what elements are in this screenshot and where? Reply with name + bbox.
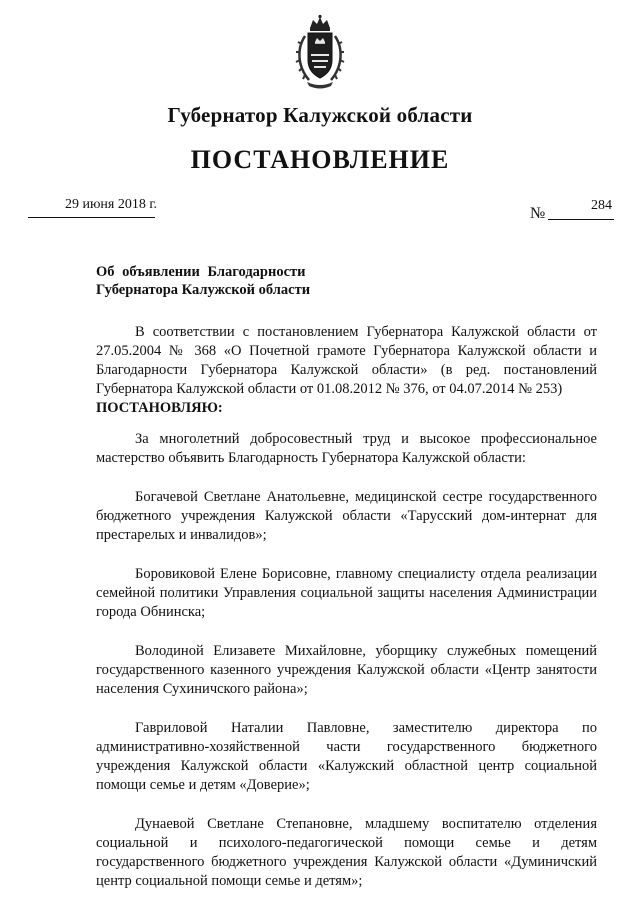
subject-line-2: Губернатора Калужской области [96, 282, 311, 298]
award-recipient-paragraph: Дунаевой Светлане Степановне, младшему воспитателю отделения социальной и психолого-педагогической помощи семье и детям государственного бюджетного учреждения Калужской области «Думиничский центр социальной помощи семье и детям»; [96, 816, 597, 889]
preamble-paragraph [96, 323, 597, 418]
award-recipient-paragraph: Богачевой Светлане Анатольевне, медицинской сестре государственного бюджетного учреждения Калужской области «Тарусский дом-интернат для престарелых и инвалидов»; [96, 489, 597, 543]
document-date: 29 июня 2018 г. [64, 197, 157, 212]
award-recipient-paragraph: Гавриловой Наталии Павловне, заместителю директора по административно-хозяйственной части государственного бюджетного учреждения Калужской области «Калужский областной центр социальной помощи семье и детям «Доверие»; [96, 720, 597, 793]
subject-line-1: Об объявлении Благодарности [96, 264, 306, 280]
award-recipient-paragraph: Володиной Елизавете Михайловне, уборщику служебных помещений государственного казенного учреждения Калужской области «Центр занятости населения Сухиничского района»; [96, 643, 597, 697]
coat-of-arms-icon [293, 14, 347, 90]
document-type-title: ПОСТАНОВЛЕНИЕ [190, 145, 450, 174]
document-number: 284 [591, 198, 612, 213]
decree-word: ПОСТАНОВЛЯЮ: [96, 400, 223, 416]
issuing-authority: Губернатор Калужской области [167, 103, 473, 127]
number-underline [548, 219, 614, 220]
number-sign: № [530, 205, 546, 222]
document-body [96, 323, 597, 911]
preamble-text: В соответствии с постановлением Губернатора Калужской области от 27.05.2004 № 368 «О Почетной грамоте Губернатора Калужской области и Благодарности Губернатора Калужской области» (в ред. постановлений Губернатора Калужской области от 01.08.2012 № 376, от 04.07.2014 № 253) [96, 324, 597, 397]
award-recipient-paragraph: Боровиковой Елене Борисовне, главному специалисту отдела реализации семейной политики Управления социальной защиты населения Администрации города Обнинска; [96, 566, 597, 620]
main-paragraph: За многолетний добросовестный труд и высокое профессиональное мастерство объявить Благодарность Губернатора Калужской области: [96, 431, 597, 466]
document-subject [96, 263, 356, 299]
date-underline [28, 217, 155, 218]
